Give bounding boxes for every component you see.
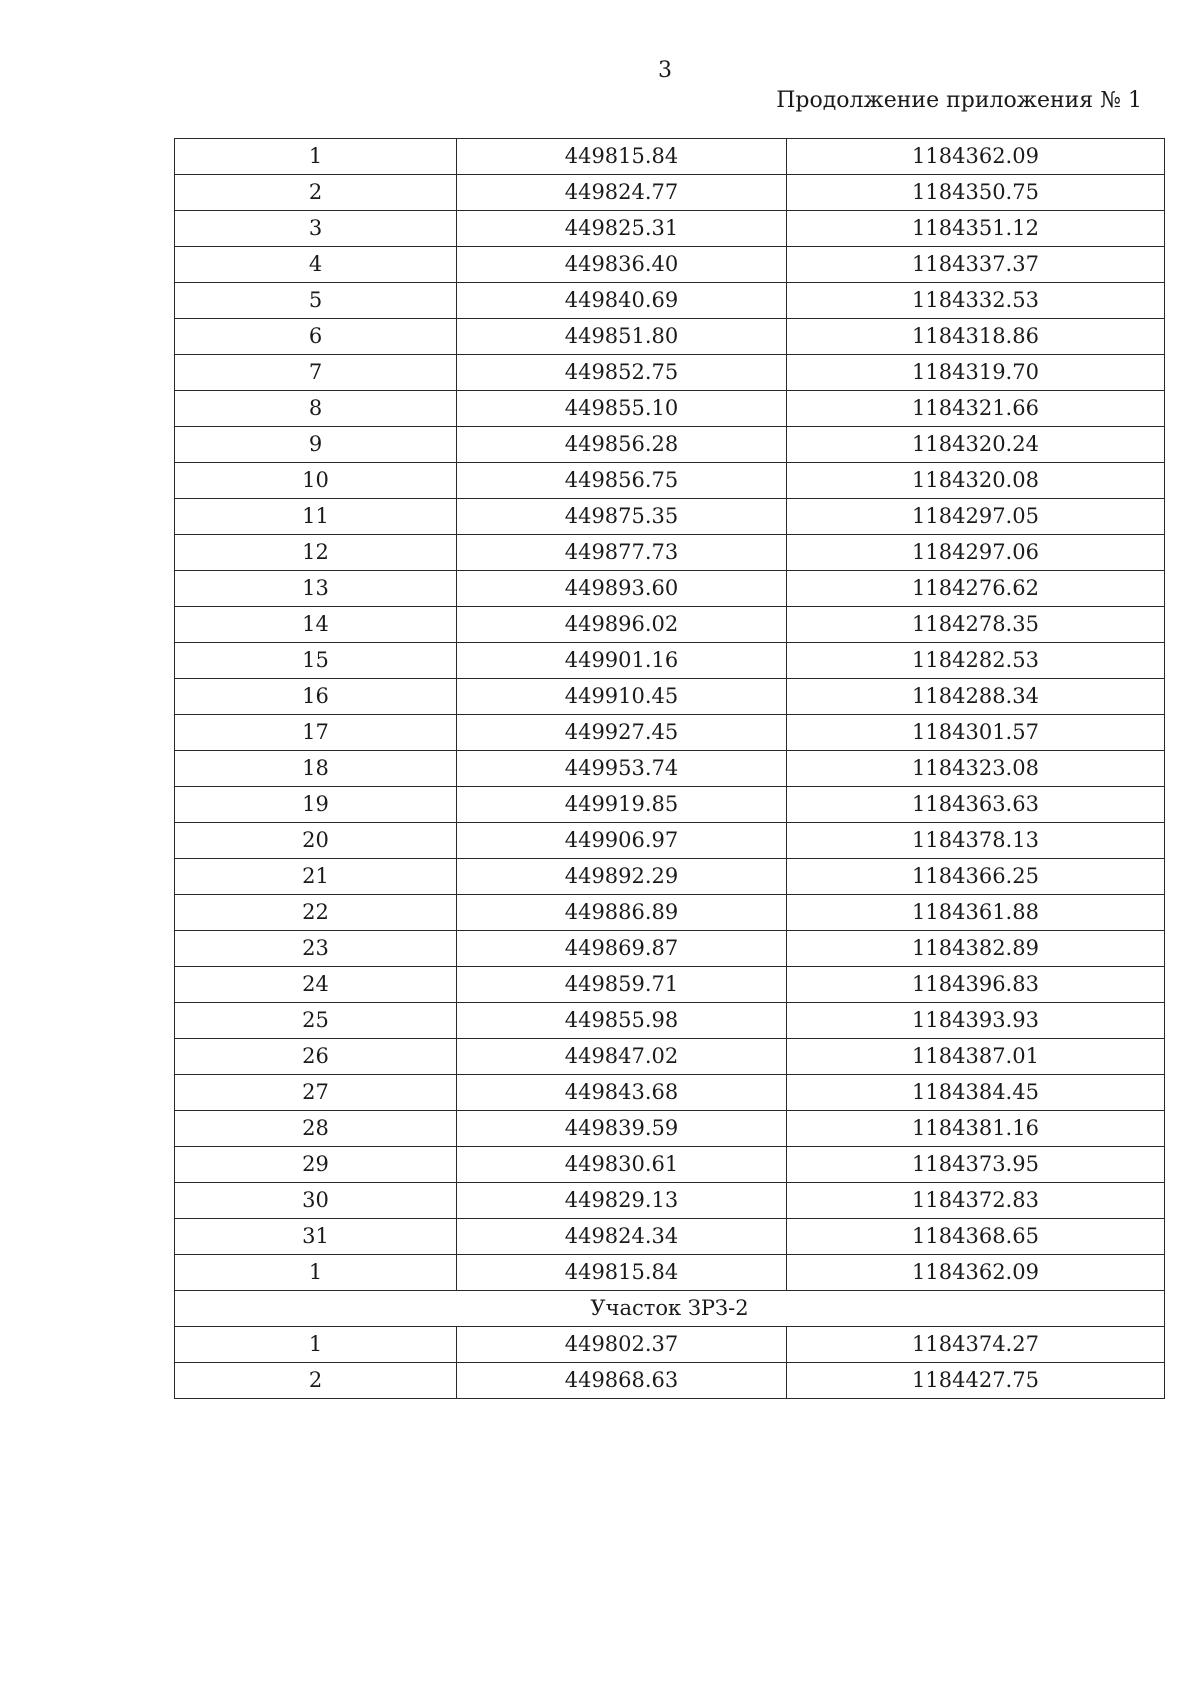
section-header-row (175, 1291, 1165, 1327)
point-number-cell: 11 (175, 499, 457, 535)
y-coordinate-cell: 1184374.27 (787, 1327, 1165, 1363)
y-coordinate-cell: 1184276.62 (787, 571, 1165, 607)
x-coordinate-cell: 449825.31 (457, 211, 787, 247)
x-coordinate-cell: 449919.85 (457, 787, 787, 823)
point-number-cell: 26 (175, 1039, 457, 1075)
table-row (175, 1363, 1165, 1399)
point-number-cell: 15 (175, 643, 457, 679)
y-coordinate-cell: 1184393.93 (787, 1003, 1165, 1039)
x-coordinate-cell: 449877.73 (457, 535, 787, 571)
coordinates-table (174, 138, 1165, 1399)
point-number-cell: 13 (175, 571, 457, 607)
point-number-cell: 24 (175, 967, 457, 1003)
point-number-cell: 5 (175, 283, 457, 319)
table-row (175, 247, 1165, 283)
x-coordinate-cell: 449815.84 (457, 1255, 787, 1291)
x-coordinate-cell: 449824.34 (457, 1219, 787, 1255)
x-coordinate-cell: 449906.97 (457, 823, 787, 859)
y-coordinate-cell: 1184332.53 (787, 283, 1165, 319)
y-coordinate-cell: 1184373.95 (787, 1147, 1165, 1183)
point-number-cell: 22 (175, 895, 457, 931)
y-coordinate-cell: 1184381.16 (787, 1111, 1165, 1147)
point-number-cell: 1 (175, 139, 457, 175)
table-row (175, 967, 1165, 1003)
point-number-cell: 2 (175, 175, 457, 211)
point-number-cell: 14 (175, 607, 457, 643)
table-row (175, 1075, 1165, 1111)
y-coordinate-cell: 1184351.12 (787, 211, 1165, 247)
point-number-cell: 3 (175, 211, 457, 247)
x-coordinate-cell: 449859.71 (457, 967, 787, 1003)
table-row (175, 931, 1165, 967)
table-row (175, 1147, 1165, 1183)
table-row (175, 679, 1165, 715)
y-coordinate-cell: 1184378.13 (787, 823, 1165, 859)
x-coordinate-cell: 449886.89 (457, 895, 787, 931)
table-row (175, 787, 1165, 823)
table-row (175, 463, 1165, 499)
table-row (175, 751, 1165, 787)
y-coordinate-cell: 1184297.05 (787, 499, 1165, 535)
x-coordinate-cell: 449840.69 (457, 283, 787, 319)
x-coordinate-cell: 449852.75 (457, 355, 787, 391)
point-number-cell: 23 (175, 931, 457, 967)
point-number-cell: 27 (175, 1075, 457, 1111)
table-row (175, 1039, 1165, 1075)
continuation-label: Продолжение приложения № 1 (776, 88, 1142, 113)
table-row (175, 283, 1165, 319)
x-coordinate-cell: 449856.75 (457, 463, 787, 499)
point-number-cell: 18 (175, 751, 457, 787)
y-coordinate-cell: 1184372.83 (787, 1183, 1165, 1219)
y-coordinate-cell: 1184427.75 (787, 1363, 1165, 1399)
y-coordinate-cell: 1184362.09 (787, 139, 1165, 175)
table-row (175, 1183, 1165, 1219)
y-coordinate-cell: 1184301.57 (787, 715, 1165, 751)
x-coordinate-cell: 449953.74 (457, 751, 787, 787)
y-coordinate-cell: 1184366.25 (787, 859, 1165, 895)
point-number-cell: 19 (175, 787, 457, 823)
point-number-cell: 6 (175, 319, 457, 355)
x-coordinate-cell: 449869.87 (457, 931, 787, 967)
x-coordinate-cell: 449847.02 (457, 1039, 787, 1075)
table-row (175, 895, 1165, 931)
y-coordinate-cell: 1184319.70 (787, 355, 1165, 391)
y-coordinate-cell: 1184318.86 (787, 319, 1165, 355)
point-number-cell: 1 (175, 1327, 457, 1363)
x-coordinate-cell: 449802.37 (457, 1327, 787, 1363)
point-number-cell: 10 (175, 463, 457, 499)
table-row (175, 355, 1165, 391)
x-coordinate-cell: 449896.02 (457, 607, 787, 643)
table-row (175, 643, 1165, 679)
y-coordinate-cell: 1184361.88 (787, 895, 1165, 931)
point-number-cell: 31 (175, 1219, 457, 1255)
point-number-cell: 25 (175, 1003, 457, 1039)
point-number-cell: 7 (175, 355, 457, 391)
x-coordinate-cell: 449856.28 (457, 427, 787, 463)
x-coordinate-cell: 449839.59 (457, 1111, 787, 1147)
x-coordinate-cell: 449855.10 (457, 391, 787, 427)
y-coordinate-cell: 1184282.53 (787, 643, 1165, 679)
table-row (175, 571, 1165, 607)
x-coordinate-cell: 449855.98 (457, 1003, 787, 1039)
table-row (175, 859, 1165, 895)
point-number-cell: 12 (175, 535, 457, 571)
table-row (175, 391, 1165, 427)
y-coordinate-cell: 1184396.83 (787, 967, 1165, 1003)
x-coordinate-cell: 449868.63 (457, 1363, 787, 1399)
point-number-cell: 4 (175, 247, 457, 283)
y-coordinate-cell: 1184320.08 (787, 463, 1165, 499)
y-coordinate-cell: 1184368.65 (787, 1219, 1165, 1255)
table-row (175, 139, 1165, 175)
y-coordinate-cell: 1184323.08 (787, 751, 1165, 787)
y-coordinate-cell: 1184288.34 (787, 679, 1165, 715)
point-number-cell: 30 (175, 1183, 457, 1219)
table-row (175, 535, 1165, 571)
point-number-cell: 2 (175, 1363, 457, 1399)
x-coordinate-cell: 449893.60 (457, 571, 787, 607)
point-number-cell: 20 (175, 823, 457, 859)
page-number: 3 (658, 58, 672, 83)
table-row (175, 1111, 1165, 1147)
point-number-cell: 8 (175, 391, 457, 427)
coordinates-table-body (175, 139, 1165, 1399)
x-coordinate-cell: 449836.40 (457, 247, 787, 283)
x-coordinate-cell: 449892.29 (457, 859, 787, 895)
point-number-cell: 28 (175, 1111, 457, 1147)
table-row (175, 1327, 1165, 1363)
table-row (175, 715, 1165, 751)
x-coordinate-cell: 449851.80 (457, 319, 787, 355)
y-coordinate-cell: 1184363.63 (787, 787, 1165, 823)
section-title: Участок ЗРЗ-2 (175, 1291, 1165, 1327)
table-row (175, 1255, 1165, 1291)
x-coordinate-cell: 449830.61 (457, 1147, 787, 1183)
x-coordinate-cell: 449901.16 (457, 643, 787, 679)
x-coordinate-cell: 449910.45 (457, 679, 787, 715)
point-number-cell: 1 (175, 1255, 457, 1291)
point-number-cell: 9 (175, 427, 457, 463)
table-row (175, 211, 1165, 247)
table-row (175, 175, 1165, 211)
table-row (175, 607, 1165, 643)
table-row (175, 499, 1165, 535)
y-coordinate-cell: 1184350.75 (787, 175, 1165, 211)
x-coordinate-cell: 449824.77 (457, 175, 787, 211)
table-row (175, 823, 1165, 859)
y-coordinate-cell: 1184321.66 (787, 391, 1165, 427)
x-coordinate-cell: 449829.13 (457, 1183, 787, 1219)
x-coordinate-cell: 449843.68 (457, 1075, 787, 1111)
table-row (175, 1219, 1165, 1255)
x-coordinate-cell: 449875.35 (457, 499, 787, 535)
y-coordinate-cell: 1184384.45 (787, 1075, 1165, 1111)
point-number-cell: 16 (175, 679, 457, 715)
y-coordinate-cell: 1184382.89 (787, 931, 1165, 967)
x-coordinate-cell: 449815.84 (457, 139, 787, 175)
y-coordinate-cell: 1184297.06 (787, 535, 1165, 571)
y-coordinate-cell: 1184337.37 (787, 247, 1165, 283)
point-number-cell: 21 (175, 859, 457, 895)
y-coordinate-cell: 1184278.35 (787, 607, 1165, 643)
point-number-cell: 17 (175, 715, 457, 751)
table-row (175, 319, 1165, 355)
table-row (175, 1003, 1165, 1039)
table-row (175, 427, 1165, 463)
y-coordinate-cell: 1184362.09 (787, 1255, 1165, 1291)
y-coordinate-cell: 1184320.24 (787, 427, 1165, 463)
y-coordinate-cell: 1184387.01 (787, 1039, 1165, 1075)
x-coordinate-cell: 449927.45 (457, 715, 787, 751)
point-number-cell: 29 (175, 1147, 457, 1183)
